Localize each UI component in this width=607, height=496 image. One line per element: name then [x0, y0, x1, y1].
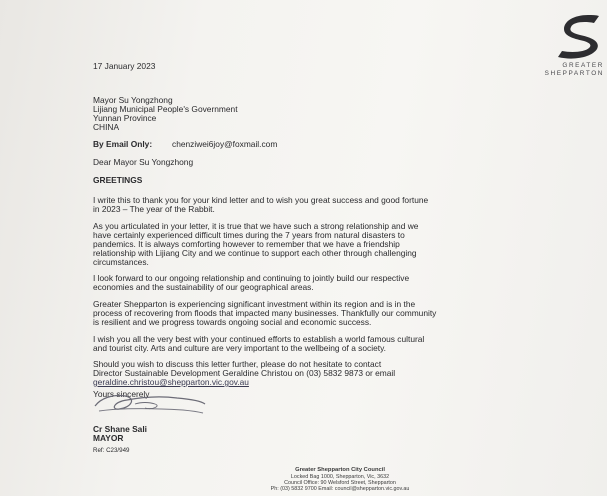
recipient-name: Mayor Su Yongzhong [93, 95, 173, 105]
footer-office: Council Office: 90 Welsford Street, Shepparton [284, 480, 396, 486]
paragraph-line: and tourist city. Arts and culture are very important to the wellbeing of a society. [93, 343, 386, 353]
recipient-country: CHINA [93, 122, 120, 132]
recipient-province: Yunnan Province [93, 113, 157, 123]
paragraph-line: Should you wish to discuss this letter further, please do not hesitate to contact [93, 359, 382, 369]
paragraph-line: I write this to thank you for your kind letter and to wish you great success and good fortune [93, 195, 429, 205]
by-email-label: By Email Only: [93, 139, 153, 149]
paragraph-line: Greater Shepparton is experiencing significant investment within its region and is in the [93, 299, 416, 309]
footer-contact: Ph: (03) 5832 9700 Email: council@shepparton.vic.gov.au [270, 486, 410, 492]
paragraph-line: in 2023 – The year of the Rabbit. [93, 204, 215, 214]
paragraph-line: relationship with Lijiang City and we continue to support each other through challenging [93, 248, 417, 258]
logo-text-greater: GREATER [562, 62, 604, 69]
paragraph-line: Director Sustainable Development Geraldine Christou on (03) 5832 9873 or email [93, 368, 396, 378]
paragraph-line: is resilient and we progress towards ongoing social and economic success. [93, 317, 372, 327]
reference-number: Ref: C23/949 [93, 447, 130, 454]
footer-council-name: Greater Shepparton City Council [295, 467, 385, 473]
paragraph-line: pandemics. It is always comforting however to remember that we have a friendship [93, 239, 400, 249]
paragraph-line: I look forward to our ongoing relationship and continuing to jointly build our respective [93, 273, 410, 283]
by-email-address: chenziwei6joy@foxmail.com [172, 139, 278, 149]
letter-date: 17 January 2023 [93, 61, 156, 71]
paragraph-line: process of recovering from floods that impacted many businesses. Thankfully our community [93, 308, 437, 318]
greeting-heading: GREETINGS [93, 175, 143, 185]
recipient-organisation: Lijiang Municipal People's Government [93, 104, 238, 114]
paragraph-line: I wish you all the very best with your continued efforts to establish a world famous cultural [93, 334, 425, 344]
signatory-title: MAYOR [93, 433, 124, 443]
greater-shepparton-logo-icon [556, 13, 602, 59]
contact-email-link[interactable]: geraldine.christou@shepparton.vic.gov.au [93, 377, 249, 387]
paragraph-line: economies and the sustainability of our geographical areas. [93, 282, 314, 292]
handwritten-signature-icon [91, 384, 209, 418]
salutation: Dear Mayor Su Yongzhong [93, 157, 194, 167]
footer-address: Locked Bag 1000, Shepparton, Vic, 3632 [290, 474, 390, 480]
paragraph-line: have certainly experienced difficult times during the 7 years from natural disasters to [93, 230, 405, 240]
logo-text-shepparton: SHEPPARTON [544, 70, 604, 77]
signatory-name: Cr Shane Sali [93, 424, 147, 434]
paragraph-line: circumstances. [93, 257, 149, 267]
closing: Yours sincerely [93, 389, 150, 399]
paragraph-line: As you articulated in your letter, it is true that we have such a strong relationship and we [93, 221, 419, 231]
